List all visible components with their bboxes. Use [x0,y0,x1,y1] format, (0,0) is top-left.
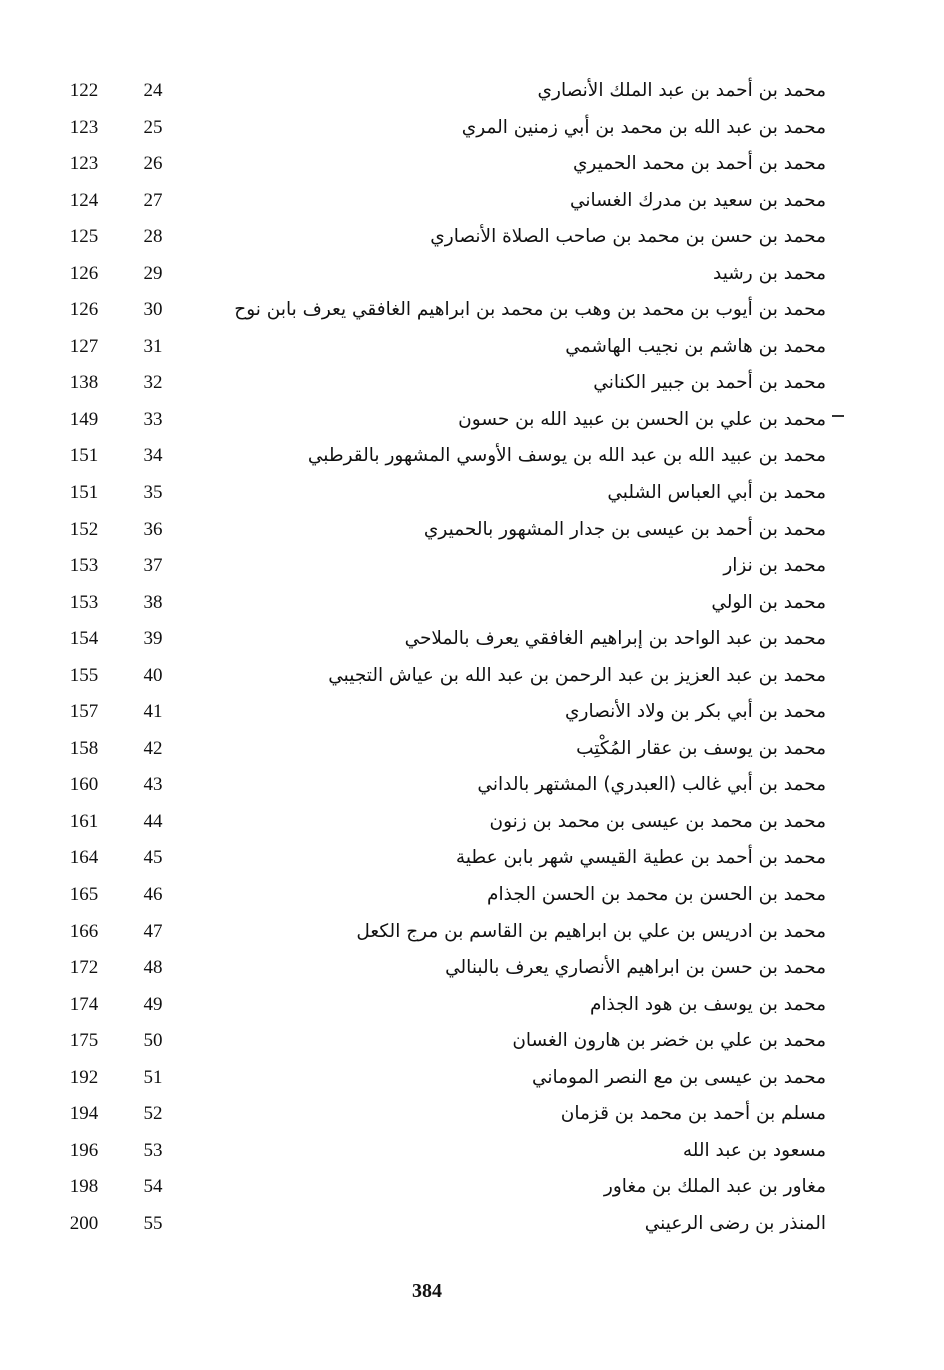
index-entry-row [0,147,944,184]
entry-name: مغاور بن عبد الملك بن مغاور [603,1176,826,1198]
index-entry-row [0,805,944,842]
entry-page-number: 157 [69,701,99,723]
index-entry-row [0,513,944,550]
page-number: 384 [412,1280,442,1302]
entry-page-number: 123 [69,153,99,175]
entry-name: محمد بن أحمد بن عبد الملك الأنصاري [537,80,826,101]
entry-number: 35 [143,482,163,504]
entry-name: محمد بن رشيد [713,262,826,284]
entry-page-number: 153 [69,555,99,577]
entry-name: محمد بن أحمد بن عيسى بن جدار المشهور بالحميري [423,518,826,540]
entry-name: مسلم بن أحمد بن محمد بن قزمان [560,1103,826,1125]
entry-number: 33 [143,408,163,430]
entry-page-number: 165 [69,884,99,906]
entry-number: 43 [143,774,163,796]
entry-name: محمد بن سعيد بن مدرك الغساني [569,189,826,211]
entry-page-number: 175 [69,1030,99,1052]
index-entry-row [0,1024,944,1061]
entry-name: مسعود بن عبد الله [682,1139,826,1161]
index-entry-row [0,330,944,367]
entry-page-number: 124 [69,189,99,211]
index-entry-row [0,257,944,294]
index-entry-row [0,988,944,1025]
entry-number: 48 [143,957,163,979]
entry-page-number: 154 [69,628,99,650]
index-entry-row [0,1061,944,1098]
entry-page-number: 172 [69,957,99,979]
entry-name: محمد بن يوسف بن عقار المُكْتِب [576,737,826,759]
entry-page-number: 174 [69,993,99,1015]
index-entry-row [0,476,944,513]
entry-number: 55 [143,1212,163,1234]
index-entry-row [0,293,944,330]
entry-number: 50 [143,1030,163,1052]
entry-page-number: 196 [69,1139,99,1161]
entry-name: محمد بن الحسن بن محمد بن الحسن الجذام [486,884,826,906]
entry-number: 36 [143,518,163,540]
entry-page-number: 125 [69,226,99,248]
index-entry-row [0,439,944,476]
index-list [0,74,944,1244]
entry-name: محمد بن أيوب بن محمد بن وهب بن محمد بن ابراهيم الغافقي يعرف بابن نوح [234,299,826,321]
entry-number: 54 [143,1176,163,1198]
entry-number: 41 [143,701,163,723]
index-entry-row [0,622,944,659]
entry-name: محمد بن أبي غالب (العبدري) المشتهر بالداني [477,774,826,796]
margin-mark [832,415,844,417]
index-entry-row [0,1134,944,1171]
index-entry-row [0,732,944,769]
entry-name: محمد بن أحمد بن جبير الكناني [593,372,826,394]
entry-name: محمد بن يوسف بن هود الجذام [589,993,826,1015]
entry-number: 29 [143,262,163,284]
entry-page-number: 164 [69,847,99,869]
index-entry-row [0,915,944,952]
entry-name: محمد بن هاشم بن نجيب الهاشمي [565,335,826,357]
entry-page-number: 192 [69,1066,99,1088]
entry-name: محمد بن علي بن خضر بن هارون الغسان [512,1030,826,1052]
entry-number: 47 [143,920,163,942]
index-entry-row [0,695,944,732]
index-entry-row [0,184,944,221]
entry-name: محمد بن عبد العزيز بن عبد الرحمن بن عبد الله بن عياش التجيبي [328,664,826,686]
index-entry-row [0,366,944,403]
entry-name: محمد بن حسن بن محمد بن صاحب الصلاة الأنصاري [430,226,826,248]
entry-name: محمد بن أحمد بن محمد الحميري [572,153,826,175]
entry-number: 28 [143,226,163,248]
index-entry-row [0,1097,944,1134]
index-entry-row [0,220,944,257]
entry-page-number: 126 [69,262,99,284]
index-entry-row [0,768,944,805]
entry-number: 25 [143,116,163,138]
entry-page-number: 153 [69,591,99,613]
entry-name: محمد بن عبد الواحد بن إبراهيم الغافقي يعرف بالملاحي [404,628,826,650]
entry-page-number: 155 [69,664,99,686]
entry-name: محمد بن أحمد بن عطية القيسي شهر بابن عطية [455,847,826,869]
entry-page-number: 158 [69,737,99,759]
entry-page-number: 138 [69,372,99,394]
entry-number: 46 [143,884,163,906]
entry-number: 34 [143,445,163,467]
entry-page-number: 200 [69,1212,99,1234]
entry-number: 32 [143,372,163,394]
entry-name: محمد بن عبيد الله بن عبد الله بن يوسف الأوسي المشهور بالقرطبي [307,445,826,467]
index-entry-row [0,1207,944,1244]
entry-name: محمد بن عيسى بن مع النصر الموماني [531,1066,826,1088]
entry-page-number: 198 [69,1176,99,1198]
entry-name: محمد بن أبي العباس الشلبي [607,482,826,504]
entry-name: محمد بن نزار [723,555,826,577]
entry-number: 42 [143,737,163,759]
entry-name: محمد بن أبي بكر بن ولاد الأنصاري [565,701,826,723]
index-entry-row [0,74,944,111]
entry-number: 24 [143,80,163,101]
entry-number: 39 [143,628,163,650]
entry-number: 44 [143,810,163,832]
entry-name: محمد بن علي بن الحسن بن عبيد الله بن حسون [458,408,826,430]
entry-number: 53 [143,1139,163,1161]
entry-number: 52 [143,1103,163,1125]
entry-page-number: 123 [69,116,99,138]
entry-page-number: 194 [69,1103,99,1125]
entry-page-number: 161 [69,810,99,832]
entry-page-number: 149 [69,408,99,430]
index-entry-row [0,951,944,988]
entry-number: 51 [143,1066,163,1088]
entry-name: محمد بن الولي [711,591,826,613]
entry-number: 38 [143,591,163,613]
index-entry-row [0,403,944,440]
index-entry-row [0,549,944,586]
entry-page-number: 151 [69,445,99,467]
index-entry-row [0,659,944,696]
entry-number: 40 [143,664,163,686]
entry-name: محمد بن ادريس بن علي بن ابراهيم بن القاسم بن مرج الكعل [356,920,826,942]
entry-name: المنذر بن رضى الرعيني [644,1212,826,1234]
index-entry-row [0,841,944,878]
entry-number: 49 [143,993,163,1015]
entry-page-number: 151 [69,482,99,504]
entry-page-number: 127 [69,335,99,357]
index-entry-row [0,586,944,623]
entry-name: محمد بن حسن بن ابراهيم الأنصاري يعرف بالبنالي [445,957,826,979]
index-entry-row [0,111,944,148]
entry-number: 26 [143,153,163,175]
index-entry-row [0,878,944,915]
entry-page-number: 152 [69,518,99,540]
entry-number: 45 [143,847,163,869]
index-entry-row [0,1170,944,1207]
entry-page-number: 126 [69,299,99,321]
entry-number: 30 [143,299,163,321]
entry-number: 27 [143,189,163,211]
entry-page-number: 166 [69,920,99,942]
entry-page-number: 122 [69,80,99,101]
entry-number: 31 [143,335,163,357]
entry-name: محمد بن محمد بن عيسى بن محمد بن زنون [489,810,826,832]
entry-name: محمد بن عبد الله بن محمد بن أبي زمنين المري [461,116,826,138]
entry-page-number: 160 [69,774,99,796]
entry-number: 37 [143,555,163,577]
